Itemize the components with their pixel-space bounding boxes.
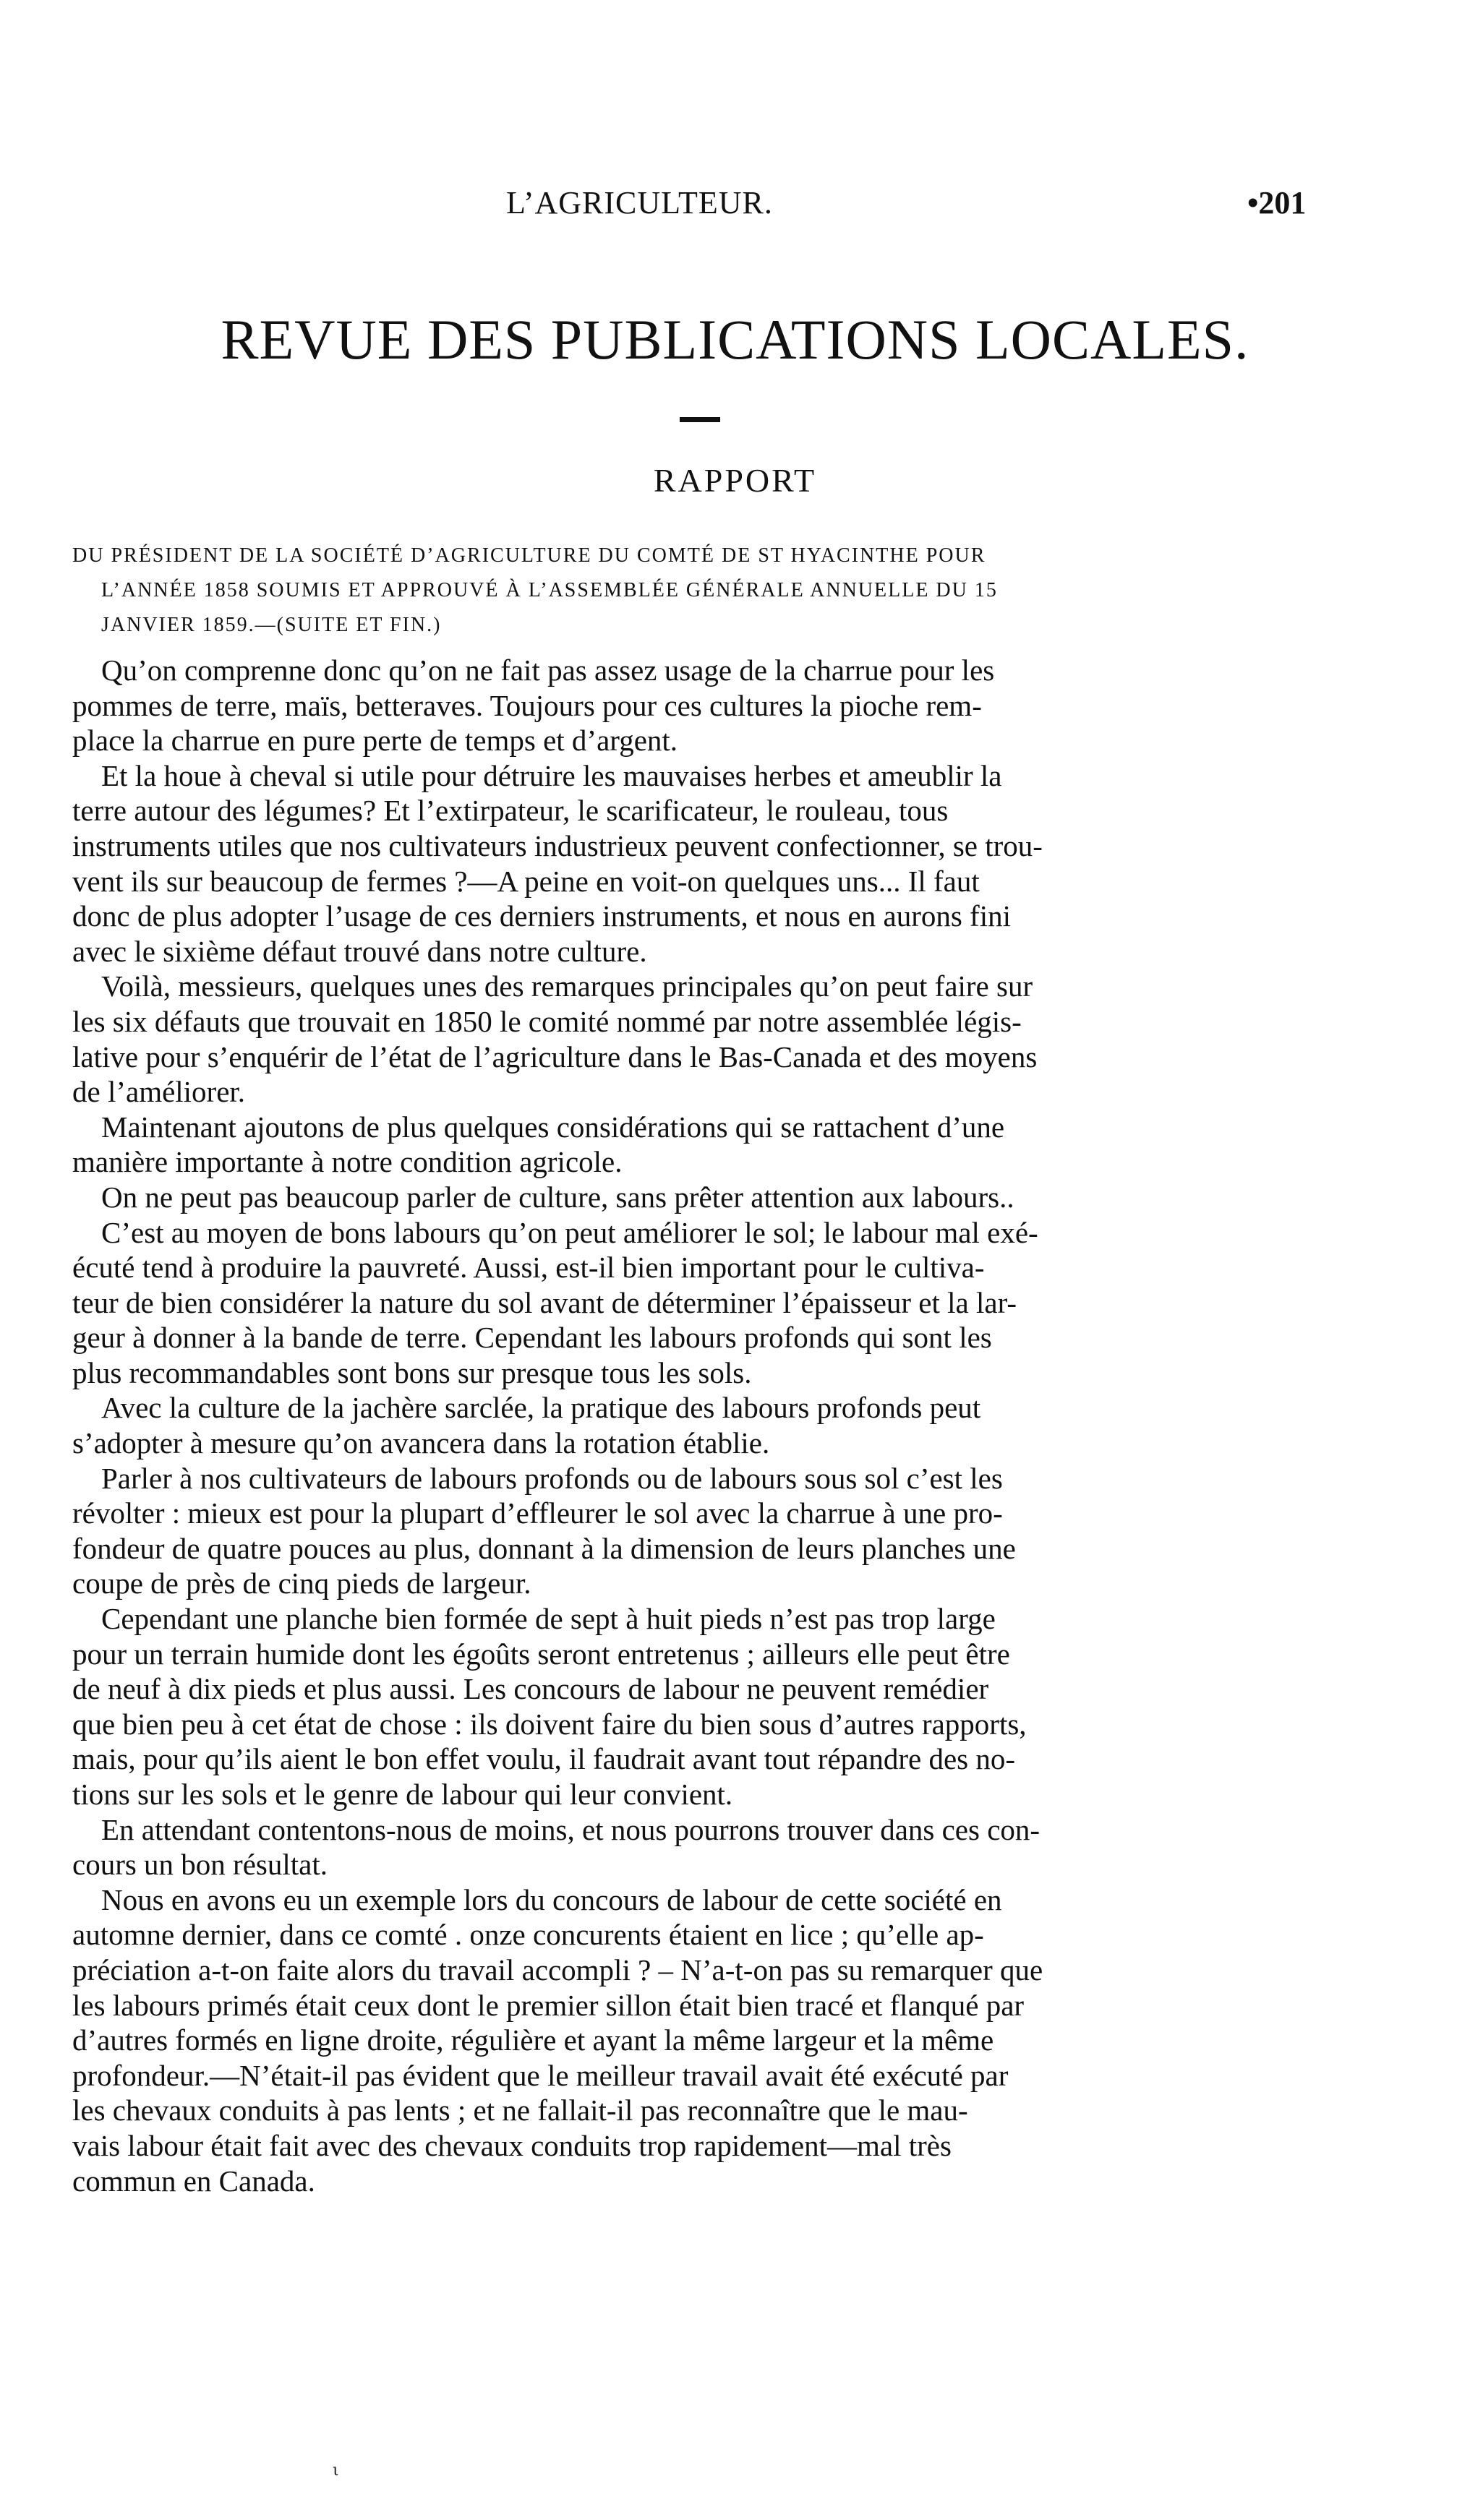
body-line: Et la houe à cheval si utile pour détruire les mauvaises herbes et ameublir la [101,758,1002,792]
body-line: C’est au moyen de bons labours qu’on peut améliorer le sol; le labour mal exé- [101,1215,1038,1249]
body-line: mais, pour qu’ils aient le bon effet voulu, il faudrait avant tout répandre des no- [72,1742,1016,1776]
body-line: Parler à nos cultivateurs de labours profonds ou de labours sous sol c’est les [101,1461,1003,1495]
body-line: fondeur de quatre pouces au plus, donnant à la dimension de leurs planches une [72,1531,1016,1565]
body-line: de neuf à dix pieds et plus aussi. Les concours de labour ne peuvent remédier [72,1672,989,1706]
body-line: vent ils sur beaucoup de fermes ?—A peine en voit-on quelques uns... Il faut [72,864,980,898]
body-line: plus recommandables sont bons sur presque tous les sols. [72,1355,752,1389]
body-line: avec le sixième défaut trouvé dans notre culture. [72,934,647,968]
body-line: les chevaux conduits à pas lents ; et ne fallait-il pas reconnaître que le mau- [72,2093,968,2127]
body-line: donc de plus adopter l’usage de ces derniers instruments, et nous en aurons fini [72,899,1011,933]
body-line: les six défauts que trouvait en 1850 le comité nommé par notre assemblée légis- [72,1004,1022,1038]
body-line: profondeur.—N’était-il pas évident que le meilleur travail avait été exécuté par [72,2058,1009,2092]
body-line: préciation a-t-on faite alors du travail accompli ? – N’a-t-on pas su remarquer que [72,1953,1043,1987]
body-line: geur à donner à la bande de terre. Cependant les labours profonds qui sont les [72,1321,992,1355]
subtitle-line: DU PRÉSIDENT DE LA SOCIÉTÉ D’AGRICULTURE DU COMTÉ DE ST HYACINTHE POUR [72,544,986,567]
body-line: Qu’on comprenne donc qu’on ne fait pas assez usage de la charrue pour les [101,653,995,687]
body-line: écuté tend à produire la pauvreté. Aussi, est-il bien important pour le cultiva- [72,1251,985,1285]
body-line: Maintenant ajoutons de plus quelques considérations qui se rattachent d’une [101,1110,1005,1144]
body-line: les labours primés était ceux dont le premier sillon était bien tracé et flanqué par [72,1988,1025,2022]
body-line: s’adopter à mesure qu’on avancera dans la rotation établie. [72,1426,770,1460]
body-line: Voilà, messieurs, quelques unes des remarques principales qu’on peut faire sur [101,969,1033,1003]
body-line: de l’améliorer. [72,1075,246,1109]
body-line: automne dernier, dans ce comté . onze concurents étaient en lice ; qu’elle ap- [72,1918,984,1952]
body-line: Avec la culture de la jachère sarclée, la pratique des labours profonds peut [101,1391,981,1425]
body-line: tions sur les sols et le genre de labour qui leur convient. [72,1778,733,1811]
body-line: On ne peut pas beaucoup parler de culture, sans prêter attention aux labours.. [101,1180,1014,1214]
running-title: L’AGRICULTEUR. [506,185,773,220]
body-line: Cependant une planche bien formée de sept à huit pieds n’est pas trop large [101,1602,996,1636]
body-line: manière importante à notre condition agricole. [72,1145,623,1179]
running-head [0,184,1470,228]
body-line: teur de bien considérer la nature du sol avant de déterminer l’épaisseur et la lar- [72,1285,1017,1319]
subtitle-line: JANVIER 1859.—(SUITE ET FIN.) [101,614,442,636]
heading-rule [680,417,720,422]
report-subtitle [72,539,1338,643]
body-line: d’autres formés en ligne droite, régulière et ayant la même largeur et la même [72,2023,994,2057]
subtitle-line: L’ANNÉE 1858 SOUMIS ET APPROUVÉ À L’ASSEMBLÉE GÉNÉRALE ANNUELLE DU 15 [101,579,998,601]
print-speck: ι [333,2461,339,2480]
body-line: coupe de près de cinq pieds de largeur. [72,1567,531,1600]
body-line: terre autour des légumes? Et l’extirpateur, le scarificateur, le rouleau, tous [72,794,949,828]
section-heading: REVUE DES PUBLICATIONS LOCALES. [221,308,1249,371]
body-line: instruments utiles que nos cultivateurs industrieux peuvent confectionner, se trou- [72,828,1043,862]
body-line: place la charrue en pure perte de temps et d’argent. [72,724,678,758]
page-number: •201 [1247,185,1307,220]
body-line: lative pour s’enquérir de l’état de l’agriculture dans le Bas-Canada et des moyens [72,1040,1038,1073]
body-line: révolter : mieux est pour la plupart d’effleurer le sol avec la charrue à une pro- [72,1496,1003,1530]
body-line: que bien peu à cet état de chose : ils doivent faire du bien sous d’autres rapports, [72,1707,1027,1741]
report-title: RAPPORT [653,462,817,499]
body-line: vais labour était fait avec des chevaux conduits trop rapidement—mal très [72,2128,952,2162]
body-line: En attendant contentons-nous de moins, et nous pourrons trouver dans ces con- [101,1812,1040,1846]
body-line: pommes de terre, maïs, betteraves. Toujours pour ces cultures la pioche rem- [72,688,982,722]
body-line: cours un bon résultat. [72,1848,328,1882]
article-body [72,653,1338,2198]
body-line: pour un terrain humide dont les égoûts seront entretenus ; ailleurs elle peut être [72,1637,1010,1671]
body-line: commun en Canada. [72,2164,315,2198]
body-line: Nous en avons eu un exemple lors du concours de labour de cette société en [101,1882,1002,1916]
